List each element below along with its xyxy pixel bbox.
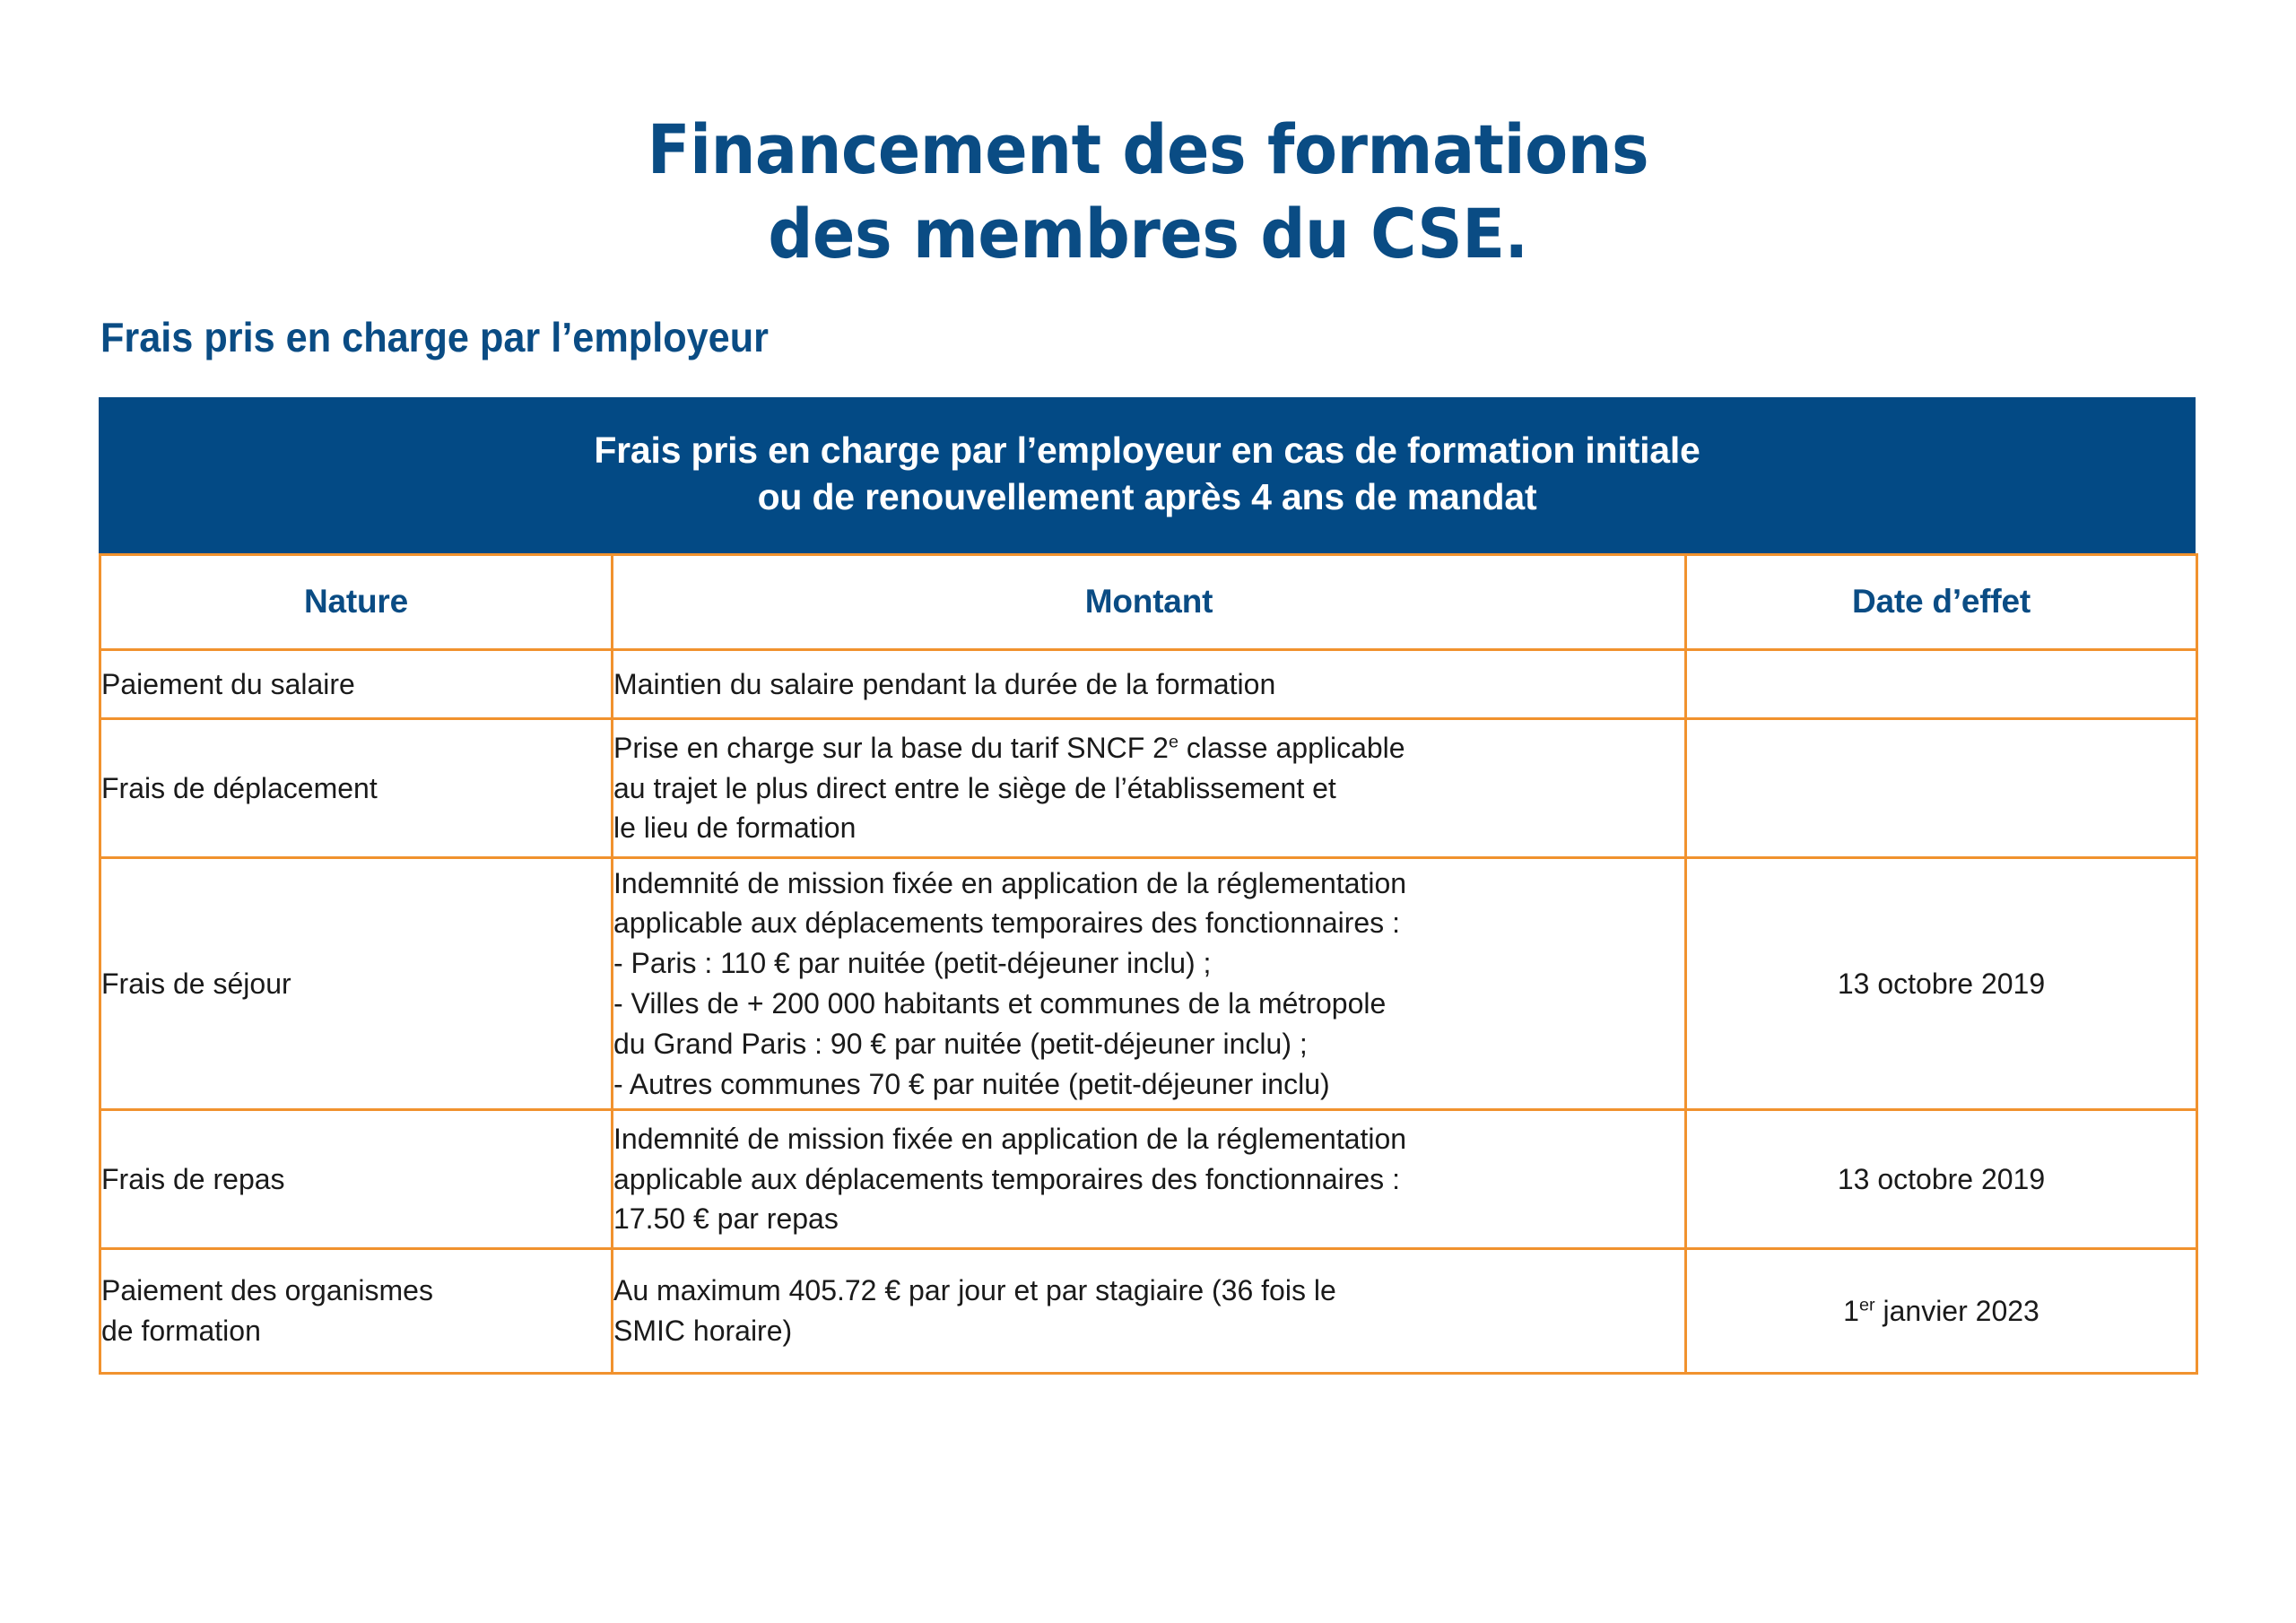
table-header-row <box>100 554 2197 649</box>
cell-date: 1er janvier 2023 <box>1686 1248 2197 1373</box>
table-banner-line-1: Frais pris en charge par l’employeur en cas de formation initiale <box>594 430 1700 471</box>
montant-line: Indemnité de mission fixée en application de la réglementation <box>613 1122 1407 1155</box>
page-title <box>91 108 2204 273</box>
nature-line: de formation <box>101 1314 261 1347</box>
montant-line: au trajet le plus direct entre le siège de l’établissement et <box>613 771 1336 804</box>
cell-montant <box>613 649 1686 718</box>
cell-nature <box>100 718 613 857</box>
table-body <box>100 649 2197 1373</box>
cell-montant <box>613 1109 1686 1248</box>
montant-line: Au maximum 405.72 € par jour et par stagiaire (36 fois le <box>613 1274 1336 1307</box>
montant-line: - Paris : 110 € par nuitée (petit-déjeuner inclu) ; <box>613 947 1212 980</box>
ordinal-superscript: er <box>1858 1294 1875 1315</box>
table-row <box>100 857 2197 1109</box>
cell-montant <box>613 718 1686 857</box>
montant-line: - Autres communes 70 € par nuitée (petit-déjeuner inclu) <box>613 1067 1330 1100</box>
table-row <box>100 718 2197 857</box>
page-title-line-2: des membres du CSE. <box>768 193 1528 273</box>
cell-date <box>1686 649 2197 718</box>
table-row <box>100 649 2197 718</box>
cell-montant <box>613 1248 1686 1373</box>
column-header-nature: Nature <box>100 554 613 649</box>
cell-nature <box>100 857 613 1109</box>
table-banner <box>99 397 2196 553</box>
montant-line: - Villes de + 200 000 habitants et communes de la métropole <box>613 986 1387 1020</box>
montant-line: le lieu de formation <box>613 812 857 845</box>
section-subtitle: Frais pris en charge par l’employeur <box>100 314 769 360</box>
montant-line: 17.50 € par repas <box>613 1202 839 1236</box>
cell-nature <box>100 649 613 718</box>
cell-date <box>1686 718 2197 857</box>
nature-line: Frais de repas <box>101 1162 285 1195</box>
montant-line: SMIC horaire) <box>613 1314 793 1347</box>
cell-nature <box>100 1248 613 1373</box>
nature-line: Frais de déplacement <box>101 771 378 804</box>
montant-line: Indemnité de mission fixée en application de la réglementation <box>613 866 1407 899</box>
cell-date: 13 octobre 2019 <box>1686 857 2197 1109</box>
montant-line: Prise en charge sur la base du tarif SNCF 2e classe applicable <box>613 731 1405 764</box>
column-header-montant: Montant <box>613 554 1686 649</box>
column-header-date: Date d’effet <box>1686 554 2197 649</box>
cell-date: 13 octobre 2019 <box>1686 1109 2197 1248</box>
page-title-line-1: Financement des formations <box>647 108 1649 189</box>
table-row <box>100 1109 2197 1248</box>
table-banner-line-2: ou de renouvellement après 4 ans de mandat <box>757 476 1537 518</box>
montant-line: du Grand Paris : 90 € par nuitée (petit-déjeuner inclu) ; <box>613 1027 1308 1060</box>
montant-line: applicable aux déplacements temporaires des fonctionnaires : <box>613 907 1400 940</box>
cell-nature <box>100 1109 613 1248</box>
montant-line: Maintien du salaire pendant la durée de la formation <box>613 667 1276 700</box>
table-row <box>100 1248 2197 1373</box>
montant-line: applicable aux déplacements temporaires des fonctionnaires : <box>613 1162 1400 1195</box>
nature-line: Paiement du salaire <box>101 667 355 700</box>
ordinal-superscript: e <box>1168 732 1178 752</box>
table-header <box>100 554 2197 649</box>
expenses-table-wrapper <box>99 397 2196 1375</box>
expenses-table <box>99 553 2198 1375</box>
cell-montant <box>613 857 1686 1109</box>
nature-line: Frais de séjour <box>101 967 291 1000</box>
nature-line: Paiement des organismes <box>101 1274 433 1307</box>
